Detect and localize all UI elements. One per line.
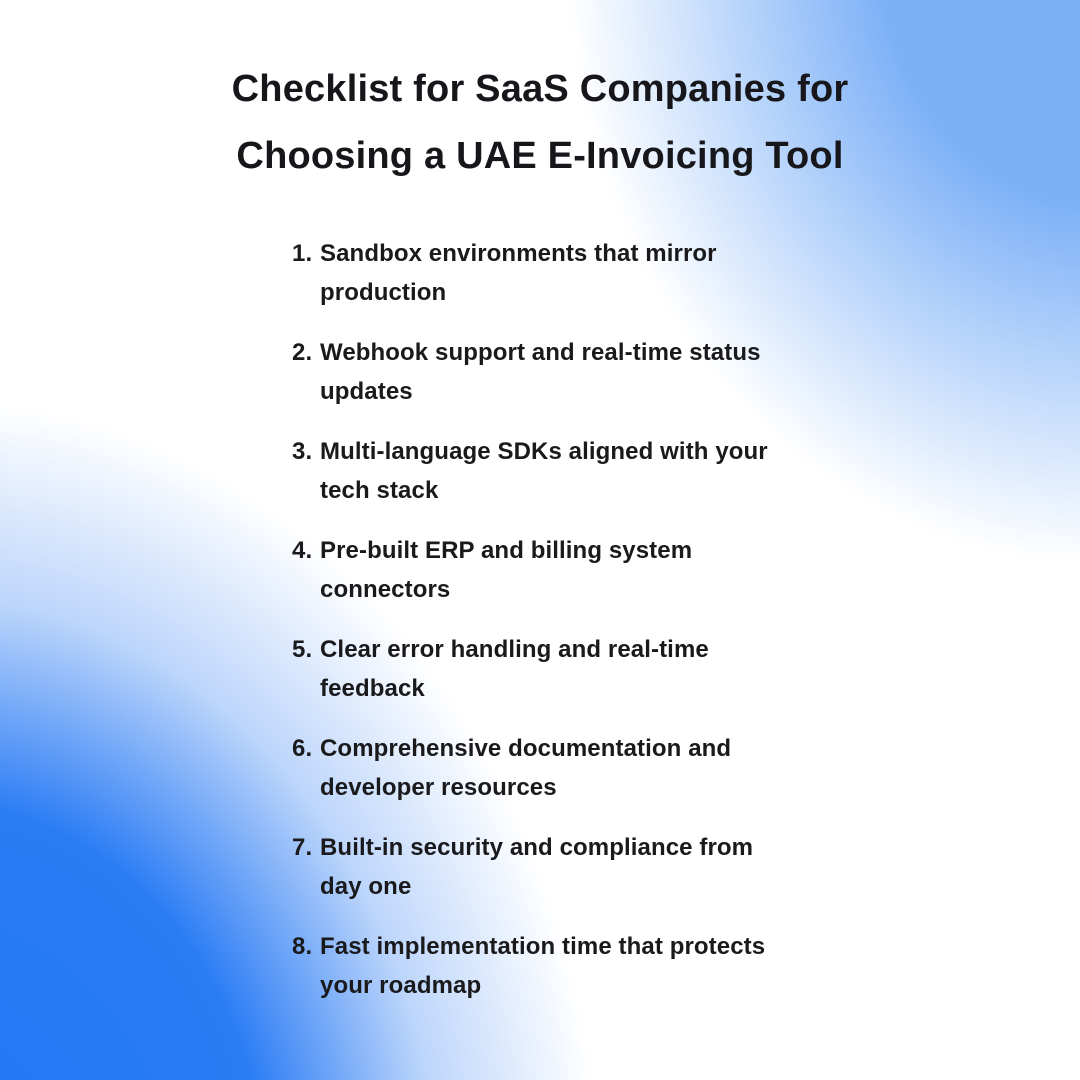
item-text [320, 729, 792, 807]
item-number: 8. [292, 933, 313, 960]
item-line-1: Multi-language SDKs aligned with your [320, 438, 768, 465]
item-number: 3. [292, 438, 313, 465]
item-line-1: Pre-built ERP and billing system [320, 537, 693, 564]
item-number: 2. [292, 339, 313, 366]
item-text [320, 531, 792, 609]
item-line-2: developer resources [320, 774, 557, 801]
item-number: 5. [292, 636, 313, 663]
item-line-1: Built-in security and compliance from [320, 834, 754, 861]
item-line-2: feedback [320, 675, 425, 702]
checklist-item [292, 630, 792, 708]
checklist-item [292, 927, 792, 1005]
title-line-1: Checklist for SaaS Companies for [231, 68, 849, 110]
item-line-1: Fast implementation time that protects [320, 933, 766, 960]
item-line-1: Clear error handling and real-time [320, 636, 709, 663]
item-line-2: updates [320, 378, 413, 405]
checklist [292, 234, 792, 1026]
item-text [320, 234, 792, 312]
checklist-item [292, 234, 792, 312]
item-number: 6. [292, 735, 313, 762]
item-line-2: your roadmap [320, 972, 482, 999]
item-line-1: Comprehensive documentation and [320, 735, 732, 762]
item-text [320, 432, 792, 510]
checklist-item [292, 729, 792, 807]
item-line-2: tech stack [320, 477, 439, 504]
page-title [0, 56, 1080, 190]
item-line-2: connectors [320, 576, 451, 603]
checklist-item [292, 333, 792, 411]
item-number: 4. [292, 537, 313, 564]
item-line-1: Sandbox environments that mirror [320, 240, 717, 267]
item-text [320, 630, 792, 708]
item-line-2: day one [320, 873, 412, 900]
title-line-2: Choosing a UAE E-Invoicing Tool [236, 135, 844, 177]
checklist-item [292, 432, 792, 510]
checklist-item [292, 531, 792, 609]
item-number: 1. [292, 240, 313, 267]
item-text [320, 333, 792, 411]
item-number: 7. [292, 834, 313, 861]
item-text [320, 927, 792, 1005]
item-text [320, 828, 792, 906]
item-line-1: Webhook support and real-time status [320, 339, 761, 366]
checklist-item [292, 828, 792, 906]
item-line-2: production [320, 279, 447, 306]
